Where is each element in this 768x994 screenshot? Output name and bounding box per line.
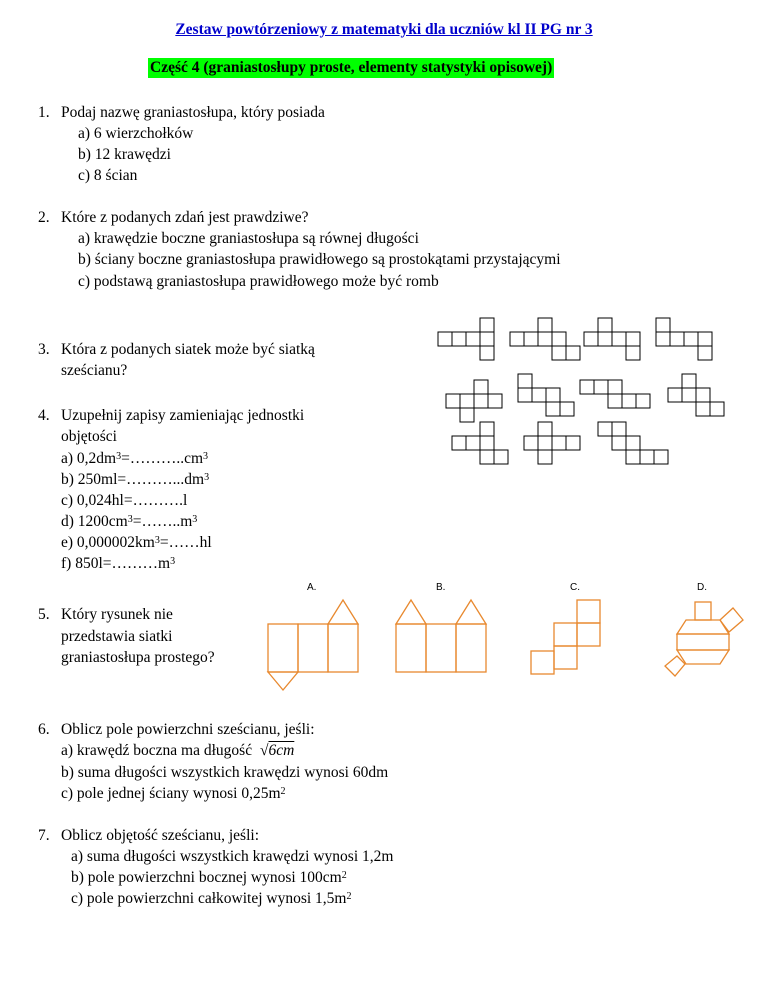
q4-item-c: c) 0,024hl=……….l	[61, 492, 188, 509]
cube-net-9	[452, 422, 508, 464]
q5-line3: graniastosłupa prostego?	[61, 649, 215, 666]
cube-nets-figure	[430, 312, 730, 472]
q6-number: 6.	[38, 721, 50, 738]
q6-item-b: b) suma długości wszystkich krawędzi wynosi 60dm	[61, 764, 389, 781]
q6-item-c: c) pole jednej ściany wynosi $0,25m^2$	[61, 785, 286, 802]
q7-text: Oblicz objętość sześcianu, jeśli:	[61, 827, 259, 844]
option-d-label: D.	[697, 582, 707, 593]
cube-net-11	[598, 422, 668, 464]
q6-text: Oblicz pole powierzchni sześcianu, jeśli:	[61, 721, 315, 738]
cube-net-7	[580, 380, 650, 408]
cube-net-2	[510, 318, 580, 360]
option-b-label: B.	[436, 582, 446, 593]
sqrt-symbol: √6cm	[259, 742, 295, 759]
cube-net-1	[438, 318, 494, 360]
q7-number: 7.	[38, 827, 50, 844]
net-b	[396, 600, 486, 672]
q7-item-c: c) pole powierzchni całkowitej wynosi $1,5m^2$	[71, 890, 352, 907]
net-c	[531, 600, 600, 674]
q5-number: 5.	[38, 606, 50, 623]
q1-number: 1.	[38, 104, 50, 121]
option-a-label: A.	[307, 582, 317, 593]
option-c-label: C.	[570, 582, 580, 593]
q3-line2: sześcianu?	[61, 362, 128, 379]
q1-item-b: b) 12 krawędzi	[78, 146, 171, 163]
q3-line1: Która z podanych siatek może być siatką	[61, 341, 315, 358]
q2-text: Które z podanych zdań jest prawdziwe?	[61, 209, 309, 226]
q5-line2: przedstawia siatki	[61, 628, 173, 645]
q4-number: 4.	[38, 407, 50, 424]
q3-number: 3.	[38, 341, 50, 358]
q4-line2: objętości	[61, 428, 117, 445]
net-a	[268, 600, 358, 690]
page-title: Zestaw powtórzeniowy z matematyki dla uczniów kl II PG nr 3	[175, 21, 593, 38]
net-d	[665, 602, 743, 676]
cube-net-8	[668, 374, 724, 416]
cube-net-4	[656, 318, 712, 360]
cube-net-5	[446, 380, 502, 422]
q1-text: Podaj nazwę graniastosłupa, który posiada	[61, 104, 325, 121]
page-subtitle: Część 4 (graniastosłupy proste, elementy statystyki opisowej)	[150, 59, 553, 76]
q4-item-f: f) $850l=\dots\dots\dots m^3$	[61, 555, 176, 572]
q2-item-c: c) podstawą graniastosłupa prawidłowego może być romb	[78, 273, 439, 290]
q1-item-a: a) 6 wierzchołków	[78, 125, 194, 142]
prism-nets-figure	[255, 596, 755, 696]
q1-item-c: c) 8 ścian	[78, 167, 138, 184]
q4-item-e: e) $0,000002km^3=\dots\dots hl$	[61, 534, 212, 551]
cube-net-10	[524, 422, 580, 464]
q5-line1: Który rysunek nie	[61, 606, 173, 623]
q7-item-a: a) suma długości wszystkich krawędzi wynosi 1,2m	[71, 848, 394, 865]
q4-item-d: d) $1200cm^3=\dots\dots..m^3$	[61, 513, 198, 530]
q4-item-a: a) $0,2dm^3=\dots\dots\dots..cm^3$	[61, 450, 209, 467]
cube-net-3	[584, 318, 640, 360]
q4-item-b: b) $250ml=\dots\dots\dots...dm^3$	[61, 471, 210, 488]
q6-item-a: a) krawędź boczna ma długość √6cm	[61, 742, 295, 759]
q4-line1: Uzupełnij zapisy zamieniając jednostki	[61, 407, 305, 424]
q2-number: 2.	[38, 209, 50, 226]
q2-item-b: b) ściany boczne graniastosłupa prawidłowego są prostokątami przystającymi	[78, 251, 561, 268]
cube-net-6	[518, 374, 574, 416]
q2-item-a: a) krawędzie boczne graniastosłupa są równej długości	[78, 230, 419, 247]
q7-item-b: b) pole powierzchni bocznej wynosi $100cm^2$	[71, 869, 347, 886]
